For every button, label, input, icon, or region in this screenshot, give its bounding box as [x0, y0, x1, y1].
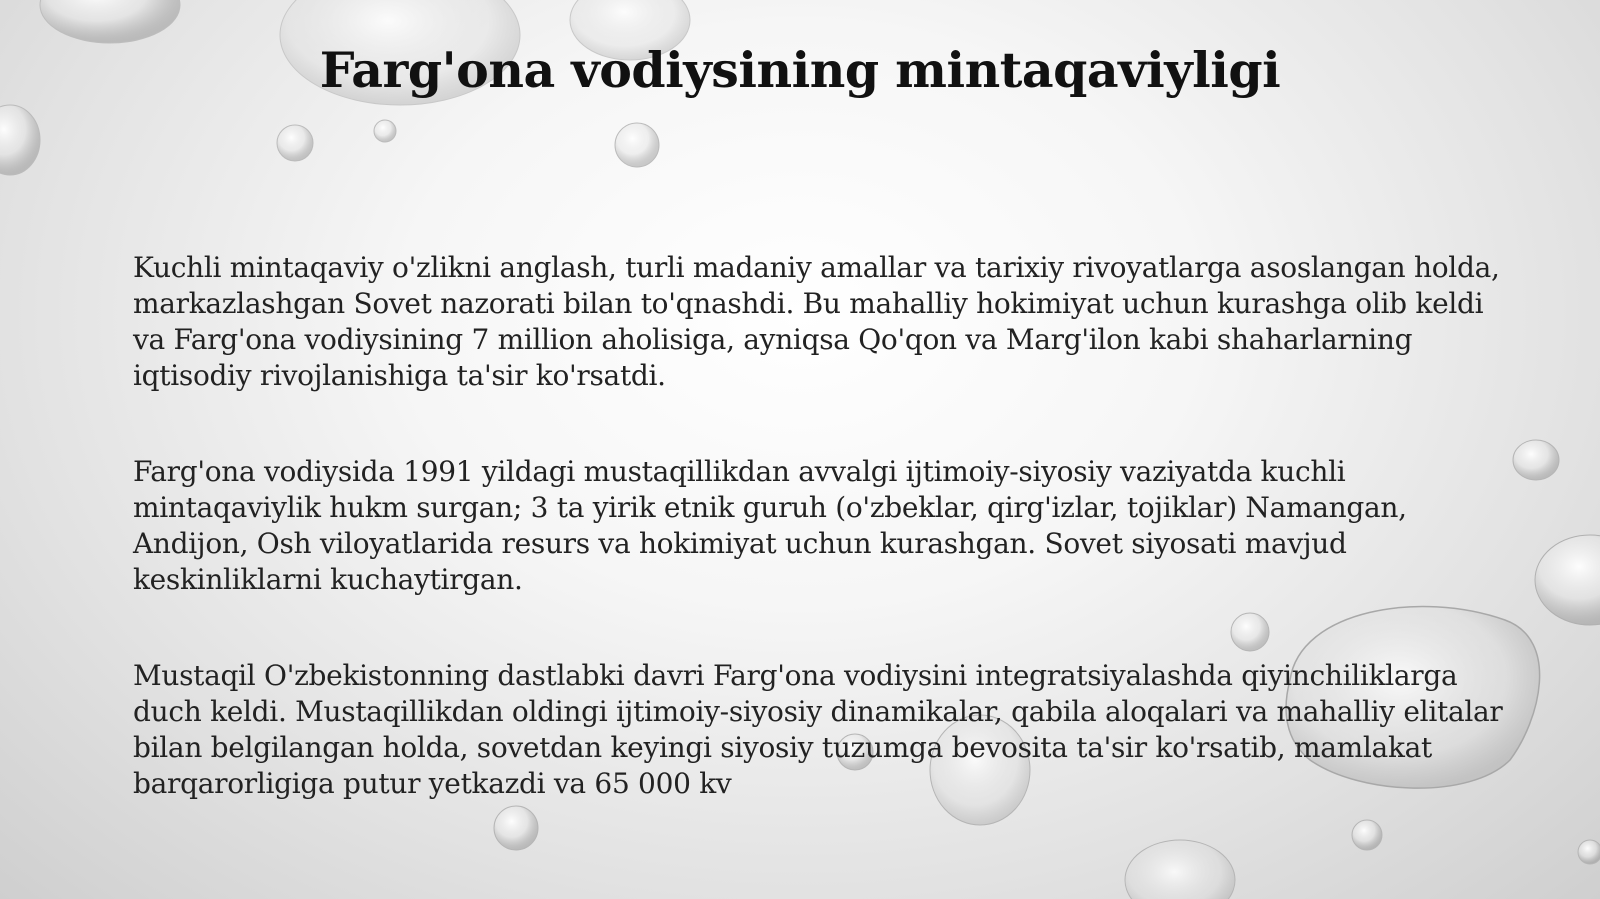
slide-body	[133, 250, 1513, 862]
paragraph-3: Mustaqil O'zbekistonning dastlabki davri Farg'ona vodiysini integratsiyalashda qiyinchiliklarga duch keldi. Mustaqillikdan oldingi ijtimoiy-siyosiy dinamikalar, qabila aloqalari va mahalliy elitalar bilan belgilangan holda, sovetdan keyingi siyosiy tuzumga bevosita ta'sir ko'rsatib, mamlakat barqarorligiga putur yetkazdi va 65 000 kv	[133, 659, 1503, 800]
slide-title: Farg'ona vodiysining mintaqaviyligi	[319, 41, 1281, 99]
water-drop	[1535, 535, 1600, 625]
water-drop	[277, 125, 313, 161]
water-drop	[40, 0, 180, 43]
water-drop	[374, 120, 396, 142]
water-drop	[1513, 440, 1559, 480]
water-drop	[615, 123, 659, 167]
paragraph-2: Farg'ona vodiysida 1991 yildagi mustaqillikdan avvalgi ijtimoiy-siyosiy vaziyatda kuchli mintaqaviylik hukm surgan; 3 ta yirik etnik guruh (o'zbeklar, qirg'izlar, tojiklar) Namangan, Andijon, Osh viloyatlarida resurs va hokimiyat uchun kurashgan. Sovet siyosati mavjud keskinliklarni kuchaytirgan.	[133, 455, 1407, 596]
water-drop	[1578, 840, 1600, 864]
paragraph-1: Kuchli mintaqaviy o'zlikni anglash, turli madaniy amallar va tarixiy rivoyatlarga asoslangan holda, markazlashgan Sovet nazorati bilan to'qnashdi. Bu mahalliy hokimiyat uchun kurashga olib keldi va Farg'ona vodiysining 7 million aholisiga, ayniqsa Qo'qon va Marg'ilon kabi shaharlarning iqtisodiy rivojlanishiga ta'sir ko'rsatdi.	[133, 251, 1500, 392]
water-drop	[0, 105, 40, 175]
